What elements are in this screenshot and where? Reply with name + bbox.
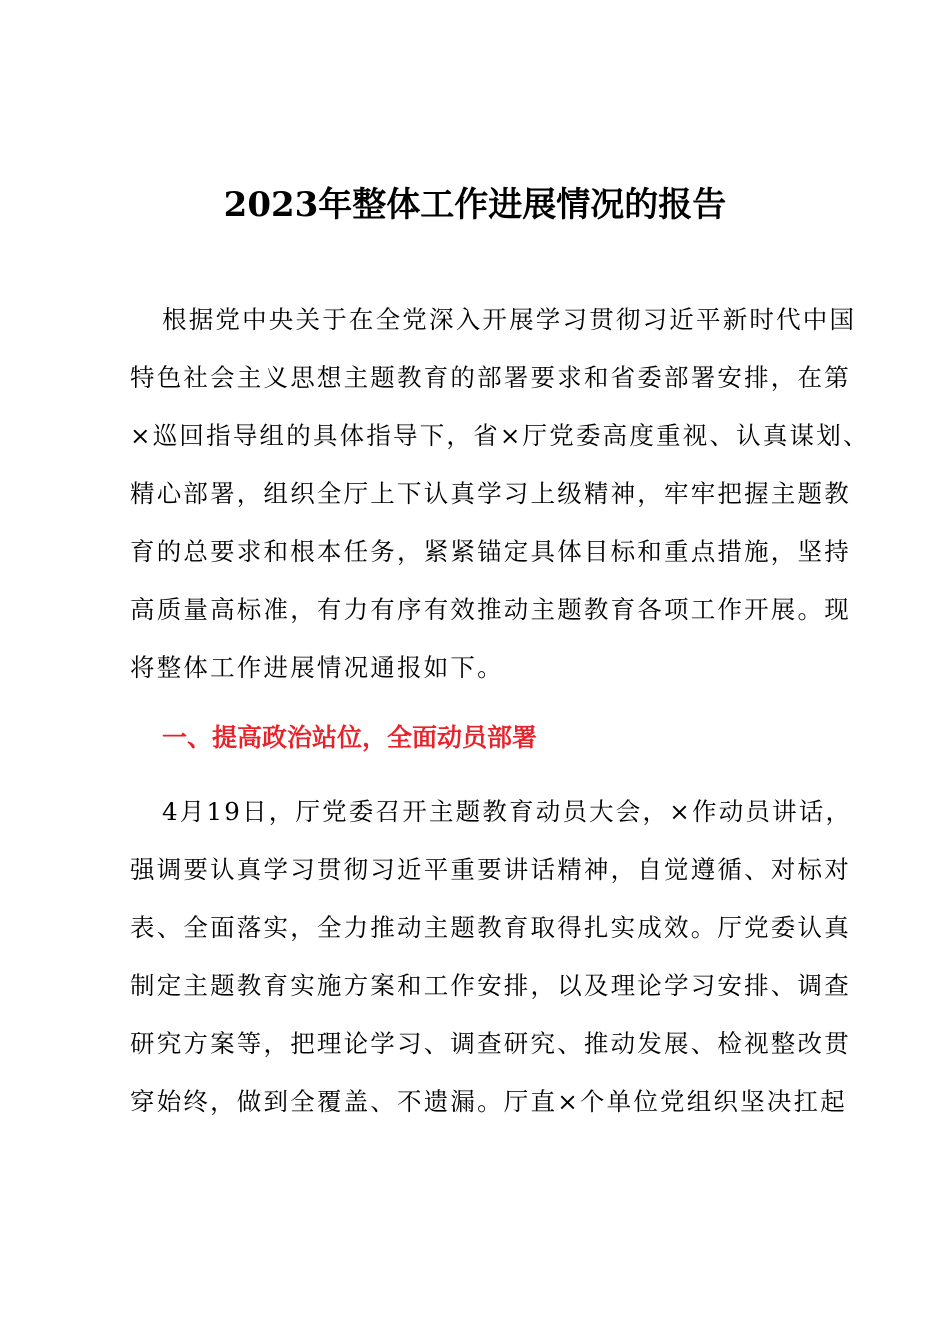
- paragraph-2-line-3: 表、全面落实，全力推动主题教育取得扎实成效。厅党委认真: [130, 913, 851, 942]
- paragraph-1-line-5: 育的总要求和根本任务，紧紧锚定具体目标和重点措施，坚持: [130, 537, 851, 566]
- paragraph-1-line-1: 根据党中央关于在全党深入开展学习贯彻习近平新时代中国: [162, 305, 857, 334]
- paragraph-2-line-1: 4月19日，厅党委召开主题教育动员大会，×作动员讲话，: [162, 797, 853, 826]
- paragraph-1-line-7: 将整体工作进展情况通报如下。: [130, 653, 504, 682]
- document-title: 2023年整体工作进展情况的报告: [223, 185, 727, 225]
- paragraph-2-line-2: 强调要认真学习贯彻习近平重要讲话精神，自觉遵循、对标对: [130, 855, 851, 884]
- paragraph-1-line-6: 高质量高标准，有力有序有效推动主题教育各项工作开展。现: [130, 595, 851, 624]
- paragraph-2-line-6: 穿始终，做到全覆盖、不遗漏。厅直×个单位党组织坚决扛起: [130, 1087, 847, 1116]
- paragraph-1-line-4: 精心部署，组织全厅上下认真学习上级精神，牢牢把握主题教: [130, 479, 851, 508]
- section-1-heading: 一、提高政治站位，全面动员部署: [162, 723, 538, 752]
- paragraph-2-line-4: 制定主题教育实施方案和工作安排，以及理论学习安排、调查: [130, 971, 851, 1000]
- paragraph-2-line-5: 研究方案等，把理论学习、调查研究、推动发展、检视整改贯: [130, 1029, 851, 1058]
- paragraph-1-line-3: ×巡回指导组的具体指导下，省×厅党委高度重视、认真谋划、: [130, 421, 870, 450]
- paragraph-1-line-2: 特色社会主义思想主题教育的部署要求和省委部署安排，在第: [130, 363, 851, 392]
